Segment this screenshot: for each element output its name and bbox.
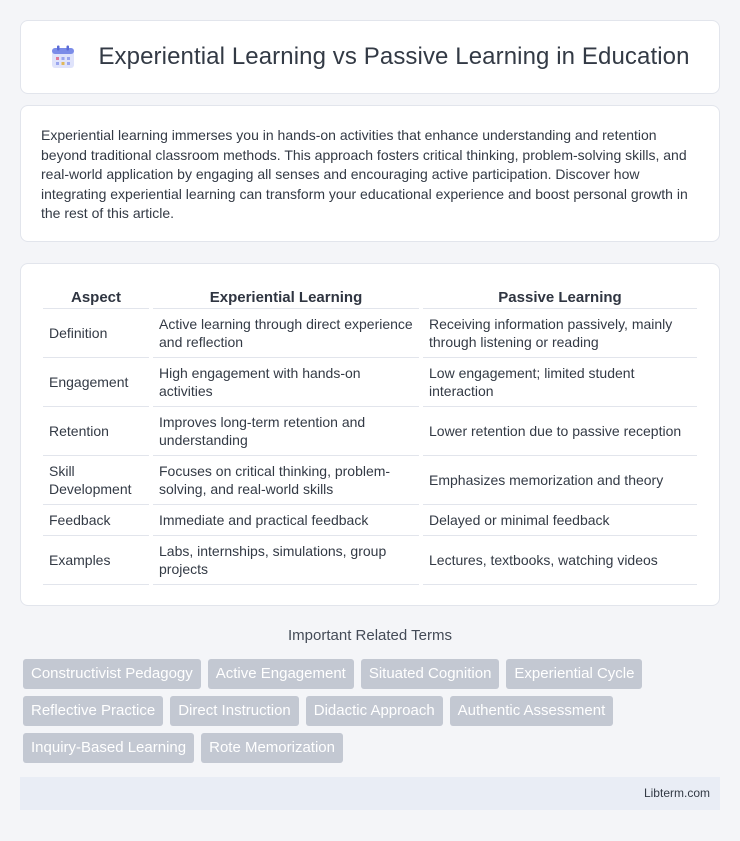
table-cell-experiential: Labs, internships, simulations, group projects — [153, 536, 419, 585]
table-row — [43, 505, 697, 536]
table-cell-aspect: Feedback — [43, 505, 149, 536]
table-cell-experiential: Immediate and practical feedback — [153, 505, 419, 536]
calendar-icon — [50, 44, 76, 70]
related-term-tag[interactable]: Authentic Assessment — [450, 696, 614, 726]
related-term-tag[interactable]: Rote Memorization — [201, 733, 343, 763]
table-cell-aspect: Engagement — [43, 358, 149, 407]
related-terms-list — [23, 659, 723, 770]
table-row — [43, 407, 697, 456]
related-term-tag[interactable]: Inquiry-Based Learning — [23, 733, 194, 763]
footer — [20, 777, 720, 810]
table-header-row — [43, 284, 697, 309]
footer-site-link[interactable]: Libterm.com — [643, 786, 710, 800]
table-cell-experiential: Focuses on critical thinking, problem-solving, and real-world skills — [153, 456, 419, 505]
related-term-tag[interactable]: Active Engagement — [208, 659, 354, 689]
related-term-tag[interactable]: Didactic Approach — [306, 696, 443, 726]
table-cell-aspect: Retention — [43, 407, 149, 456]
table-row — [43, 536, 697, 585]
related-term-tag[interactable]: Direct Instruction — [170, 696, 299, 726]
table-row — [43, 358, 697, 407]
table-cell-experiential: High engagement with hands-on activities — [153, 358, 419, 407]
related-term-tag[interactable]: Reflective Practice — [23, 696, 163, 726]
related-terms-title: Important Related Terms — [288, 627, 452, 644]
related-term-tag[interactable]: Situated Cognition — [361, 659, 500, 689]
page-title: Experiential Learning vs Passive Learning in Education — [98, 43, 690, 70]
table-cell-experiential: Improves long-term retention and understanding — [153, 407, 419, 456]
table-cell-aspect: Definition — [43, 309, 149, 358]
table-cell-experiential: Active learning through direct experience and reflection — [153, 309, 419, 358]
table-cell-passive: Emphasizes memorization and theory — [423, 456, 697, 505]
intro-card — [20, 105, 720, 242]
header-card — [20, 20, 720, 94]
table-row — [43, 456, 697, 505]
table-cell-passive: Lectures, textbooks, watching videos — [423, 536, 697, 585]
table-cell-aspect: Skill Development — [43, 456, 149, 505]
table-cell-passive: Delayed or minimal feedback — [423, 505, 697, 536]
column-header-aspect: Aspect — [43, 284, 149, 309]
column-header-passive: Passive Learning — [423, 284, 697, 309]
comparison-table — [39, 284, 701, 585]
comparison-table-card — [20, 263, 720, 606]
table-cell-passive: Lower retention due to passive reception — [423, 407, 697, 456]
column-header-experiential: Experiential Learning — [153, 284, 419, 309]
table-cell-aspect: Examples — [43, 536, 149, 585]
table-row — [43, 309, 697, 358]
table-cell-passive: Low engagement; limited student interaction — [423, 358, 697, 407]
related-term-tag[interactable]: Constructivist Pedagogy — [23, 659, 201, 689]
intro-text: Experiential learning immerses you in hands-on activities that enhance understanding and retention beyond traditional classroom methods. This approach fosters critical thinking, problem-solving skills, and real-world application by engaging all senses and encouraging active participation. Discover how integrating experiential learning can transform your educational experience and boost personal growth in the rest of this article. — [41, 127, 688, 222]
table-cell-passive: Receiving information passively, mainly through listening or reading — [423, 309, 697, 358]
related-term-tag[interactable]: Experiential Cycle — [506, 659, 642, 689]
